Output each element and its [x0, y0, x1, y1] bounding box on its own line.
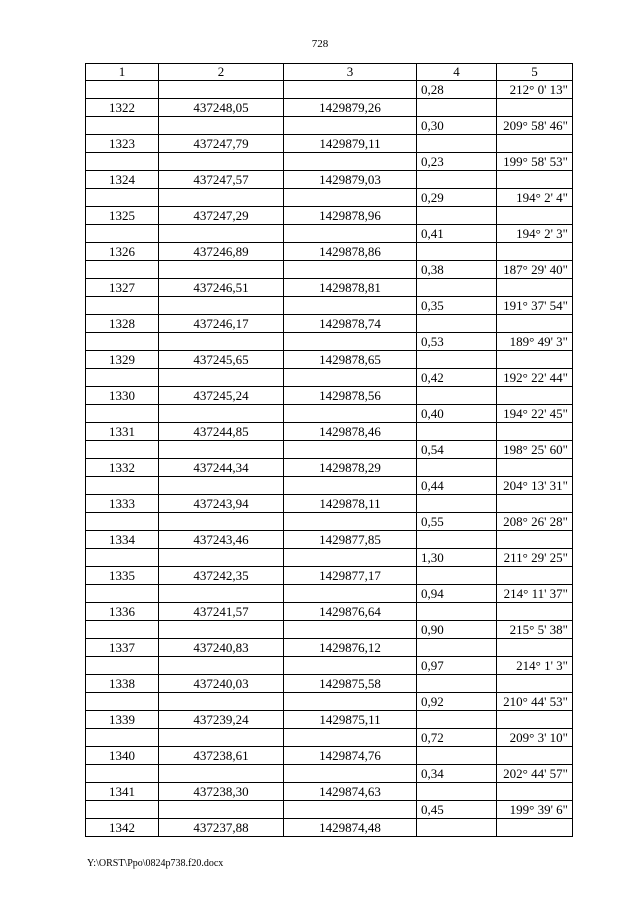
direction-angle: 194° 2' 3" — [497, 225, 573, 243]
coord-y: 1429878,46 — [284, 423, 417, 441]
point-row — [86, 567, 573, 585]
coord-x: 437239,24 — [159, 711, 284, 729]
segment-length: 0,35 — [417, 297, 497, 315]
direction-angle: 212° 0' 13" — [497, 81, 573, 99]
coord-y: 1429877,85 — [284, 531, 417, 549]
coord-y — [284, 441, 417, 459]
table-body — [86, 81, 573, 837]
header-row — [86, 64, 573, 81]
coord-y: 1429879,11 — [284, 135, 417, 153]
coord-y: 1429874,48 — [284, 819, 417, 837]
direction-angle: 199° 39' 6" — [497, 801, 573, 819]
segment-length — [417, 783, 497, 801]
point-number: 1329 — [86, 351, 159, 369]
coord-y: 1429878,74 — [284, 315, 417, 333]
point-number — [86, 585, 159, 603]
point-number: 1342 — [86, 819, 159, 837]
coord-y — [284, 405, 417, 423]
coord-y — [284, 225, 417, 243]
coord-x — [159, 513, 284, 531]
segment-row — [86, 585, 573, 603]
point-number — [86, 441, 159, 459]
coord-y: 1429876,64 — [284, 603, 417, 621]
coord-x: 437240,03 — [159, 675, 284, 693]
point-number — [86, 621, 159, 639]
point-number: 1331 — [86, 423, 159, 441]
direction-angle — [497, 459, 573, 477]
coord-y — [284, 369, 417, 387]
segment-length — [417, 567, 497, 585]
point-number: 1339 — [86, 711, 159, 729]
coord-x — [159, 333, 284, 351]
coord-y — [284, 81, 417, 99]
segment-length — [417, 243, 497, 261]
coord-y — [284, 477, 417, 495]
point-number — [86, 117, 159, 135]
coord-x: 437240,83 — [159, 639, 284, 657]
point-number: 1323 — [86, 135, 159, 153]
coord-x — [159, 81, 284, 99]
segment-row — [86, 693, 573, 711]
segment-length: 1,30 — [417, 549, 497, 567]
segment-length: 0,30 — [417, 117, 497, 135]
point-number: 1327 — [86, 279, 159, 297]
segment-length: 0,90 — [417, 621, 497, 639]
coord-x — [159, 729, 284, 747]
coord-y — [284, 801, 417, 819]
coord-y — [284, 585, 417, 603]
point-number: 1322 — [86, 99, 159, 117]
coord-x: 437244,34 — [159, 459, 284, 477]
direction-angle — [497, 819, 573, 837]
coord-x: 437237,88 — [159, 819, 284, 837]
segment-length — [417, 351, 497, 369]
segment-length: 0,44 — [417, 477, 497, 495]
segment-length — [417, 495, 497, 513]
direction-angle: 187° 29' 40" — [497, 261, 573, 279]
column-header-4: 4 — [417, 64, 497, 81]
point-number: 1328 — [86, 315, 159, 333]
direction-angle: 194° 2' 4" — [497, 189, 573, 207]
segment-length: 0,94 — [417, 585, 497, 603]
point-row — [86, 819, 573, 837]
point-number: 1341 — [86, 783, 159, 801]
coord-x: 437244,85 — [159, 423, 284, 441]
coord-x — [159, 549, 284, 567]
segment-length — [417, 675, 497, 693]
direction-angle — [497, 495, 573, 513]
coord-x — [159, 189, 284, 207]
point-number: 1340 — [86, 747, 159, 765]
coord-y — [284, 657, 417, 675]
direction-angle: 208° 26' 28" — [497, 513, 573, 531]
direction-angle: 214° 1' 3" — [497, 657, 573, 675]
point-number: 1325 — [86, 207, 159, 225]
direction-angle: 192° 22' 44" — [497, 369, 573, 387]
coord-x — [159, 117, 284, 135]
segment-row — [86, 81, 573, 99]
direction-angle — [497, 99, 573, 117]
direction-angle: 214° 11' 37" — [497, 585, 573, 603]
point-row — [86, 783, 573, 801]
segment-length: 0,41 — [417, 225, 497, 243]
segment-length — [417, 171, 497, 189]
coord-y: 1429878,29 — [284, 459, 417, 477]
segment-row — [86, 513, 573, 531]
segment-row — [86, 189, 573, 207]
segment-length — [417, 711, 497, 729]
segment-row — [86, 477, 573, 495]
segment-length — [417, 387, 497, 405]
coord-x: 437245,65 — [159, 351, 284, 369]
point-row — [86, 99, 573, 117]
segment-length: 0,55 — [417, 513, 497, 531]
coord-x — [159, 153, 284, 171]
direction-angle: 194° 22' 45" — [497, 405, 573, 423]
coord-x: 437246,51 — [159, 279, 284, 297]
point-number — [86, 189, 159, 207]
coord-x — [159, 297, 284, 315]
segment-row — [86, 261, 573, 279]
segment-length — [417, 99, 497, 117]
coord-y — [284, 153, 417, 171]
point-row — [86, 279, 573, 297]
segment-length — [417, 315, 497, 333]
point-row — [86, 711, 573, 729]
segment-row — [86, 549, 573, 567]
segment-length — [417, 207, 497, 225]
coord-y — [284, 729, 417, 747]
coord-y — [284, 261, 417, 279]
coord-x — [159, 369, 284, 387]
coord-y: 1429875,11 — [284, 711, 417, 729]
point-number — [86, 657, 159, 675]
segment-length — [417, 531, 497, 549]
direction-angle — [497, 351, 573, 369]
coord-x: 437246,17 — [159, 315, 284, 333]
point-row — [86, 135, 573, 153]
column-header-5: 5 — [497, 64, 573, 81]
point-number: 1337 — [86, 639, 159, 657]
direction-angle: 189° 49' 3" — [497, 333, 573, 351]
direction-angle: 211° 29' 25" — [497, 549, 573, 567]
segment-row — [86, 297, 573, 315]
point-row — [86, 207, 573, 225]
segment-row — [86, 333, 573, 351]
segment-length: 0,92 — [417, 693, 497, 711]
point-row — [86, 315, 573, 333]
segment-length: 0,54 — [417, 441, 497, 459]
point-number: 1326 — [86, 243, 159, 261]
direction-angle — [497, 171, 573, 189]
coord-x — [159, 441, 284, 459]
coord-y: 1429878,86 — [284, 243, 417, 261]
point-number: 1334 — [86, 531, 159, 549]
point-number: 1332 — [86, 459, 159, 477]
direction-angle: 202° 44' 57" — [497, 765, 573, 783]
coord-x — [159, 585, 284, 603]
segment-length: 0,29 — [417, 189, 497, 207]
direction-angle — [497, 675, 573, 693]
point-row — [86, 459, 573, 477]
coord-x — [159, 621, 284, 639]
coord-x: 437247,79 — [159, 135, 284, 153]
direction-angle: 204° 13' 31" — [497, 477, 573, 495]
segment-row — [86, 621, 573, 639]
point-number: 1330 — [86, 387, 159, 405]
point-row — [86, 675, 573, 693]
coord-x — [159, 765, 284, 783]
point-row — [86, 639, 573, 657]
coord-x: 437241,57 — [159, 603, 284, 621]
point-number — [86, 513, 159, 531]
point-number: 1324 — [86, 171, 159, 189]
segment-length: 0,42 — [417, 369, 497, 387]
coord-x: 437243,94 — [159, 495, 284, 513]
coord-x — [159, 801, 284, 819]
coord-x: 437246,89 — [159, 243, 284, 261]
direction-angle: 209° 58' 46" — [497, 117, 573, 135]
point-number — [86, 297, 159, 315]
coord-y: 1429878,11 — [284, 495, 417, 513]
file-path-footer: Y:\ORST\Ppo\0824p738.f20.docx — [87, 858, 224, 869]
point-number: 1335 — [86, 567, 159, 585]
segment-row — [86, 117, 573, 135]
coord-x — [159, 477, 284, 495]
point-number: 1333 — [86, 495, 159, 513]
segment-length — [417, 459, 497, 477]
direction-angle — [497, 387, 573, 405]
coord-y — [284, 549, 417, 567]
coord-y — [284, 189, 417, 207]
direction-angle — [497, 567, 573, 585]
coordinates-table — [85, 63, 573, 837]
segment-row — [86, 765, 573, 783]
segment-row — [86, 369, 573, 387]
point-number — [86, 801, 159, 819]
coord-x: 437248,05 — [159, 99, 284, 117]
coord-y: 1429879,26 — [284, 99, 417, 117]
coord-x: 437242,35 — [159, 567, 284, 585]
point-number — [86, 81, 159, 99]
direction-angle: 198° 25' 60" — [497, 441, 573, 459]
point-number — [86, 549, 159, 567]
point-number — [86, 369, 159, 387]
segment-length: 0,28 — [417, 81, 497, 99]
point-row — [86, 495, 573, 513]
point-row — [86, 351, 573, 369]
segment-length: 0,38 — [417, 261, 497, 279]
segment-length — [417, 819, 497, 837]
coord-y — [284, 765, 417, 783]
coord-x: 437247,29 — [159, 207, 284, 225]
segment-row — [86, 441, 573, 459]
coord-x — [159, 261, 284, 279]
direction-angle — [497, 711, 573, 729]
segment-length: 0,72 — [417, 729, 497, 747]
point-number — [86, 225, 159, 243]
segment-length: 0,45 — [417, 801, 497, 819]
coord-y: 1429878,81 — [284, 279, 417, 297]
point-number — [86, 729, 159, 747]
coord-y — [284, 297, 417, 315]
coord-y: 1429877,17 — [284, 567, 417, 585]
point-number — [86, 261, 159, 279]
coord-x: 437238,61 — [159, 747, 284, 765]
coord-y: 1429878,65 — [284, 351, 417, 369]
coord-y: 1429876,12 — [284, 639, 417, 657]
coord-y — [284, 693, 417, 711]
direction-angle: 215° 5' 38" — [497, 621, 573, 639]
coord-x: 437247,57 — [159, 171, 284, 189]
point-row — [86, 171, 573, 189]
segment-row — [86, 225, 573, 243]
segment-row — [86, 801, 573, 819]
point-number — [86, 693, 159, 711]
segment-length — [417, 747, 497, 765]
column-header-2: 2 — [159, 64, 284, 81]
segment-length — [417, 423, 497, 441]
segment-length — [417, 639, 497, 657]
direction-angle — [497, 747, 573, 765]
coord-x — [159, 225, 284, 243]
direction-angle — [497, 603, 573, 621]
point-number — [86, 333, 159, 351]
coord-x — [159, 693, 284, 711]
coord-y — [284, 117, 417, 135]
point-row — [86, 747, 573, 765]
segment-length: 0,23 — [417, 153, 497, 171]
point-number — [86, 765, 159, 783]
direction-angle — [497, 315, 573, 333]
coord-x — [159, 657, 284, 675]
direction-angle — [497, 423, 573, 441]
segment-length: 0,40 — [417, 405, 497, 423]
direction-angle: 199° 58' 53" — [497, 153, 573, 171]
coord-y — [284, 621, 417, 639]
point-row — [86, 603, 573, 621]
point-row — [86, 531, 573, 549]
coord-x — [159, 405, 284, 423]
segment-length — [417, 279, 497, 297]
coord-y: 1429874,63 — [284, 783, 417, 801]
coord-x: 437238,30 — [159, 783, 284, 801]
direction-angle — [497, 243, 573, 261]
direction-angle — [497, 135, 573, 153]
coord-x: 437243,46 — [159, 531, 284, 549]
segment-row — [86, 729, 573, 747]
segment-length: 0,34 — [417, 765, 497, 783]
coord-y: 1429878,56 — [284, 387, 417, 405]
point-number — [86, 153, 159, 171]
direction-angle — [497, 639, 573, 657]
direction-angle — [497, 207, 573, 225]
point-row — [86, 243, 573, 261]
point-number — [86, 477, 159, 495]
column-header-1: 1 — [86, 64, 159, 81]
point-row — [86, 423, 573, 441]
segment-row — [86, 405, 573, 423]
coord-x: 437245,24 — [159, 387, 284, 405]
coord-y: 1429875,58 — [284, 675, 417, 693]
direction-angle — [497, 783, 573, 801]
column-header-3: 3 — [284, 64, 417, 81]
coord-y — [284, 513, 417, 531]
segment-row — [86, 153, 573, 171]
coord-y: 1429879,03 — [284, 171, 417, 189]
segment-length — [417, 603, 497, 621]
point-number: 1336 — [86, 603, 159, 621]
segment-length: 0,53 — [417, 333, 497, 351]
point-number: 1338 — [86, 675, 159, 693]
direction-angle — [497, 279, 573, 297]
coord-y: 1429874,76 — [284, 747, 417, 765]
direction-angle: 191° 37' 54" — [497, 297, 573, 315]
direction-angle: 210° 44' 53" — [497, 693, 573, 711]
coord-y: 1429878,96 — [284, 207, 417, 225]
coord-y — [284, 333, 417, 351]
point-number — [86, 405, 159, 423]
page-number: 728 — [311, 38, 329, 50]
segment-row — [86, 657, 573, 675]
segment-length: 0,97 — [417, 657, 497, 675]
segment-length — [417, 135, 497, 153]
direction-angle: 209° 3' 10" — [497, 729, 573, 747]
direction-angle — [497, 531, 573, 549]
point-row — [86, 387, 573, 405]
